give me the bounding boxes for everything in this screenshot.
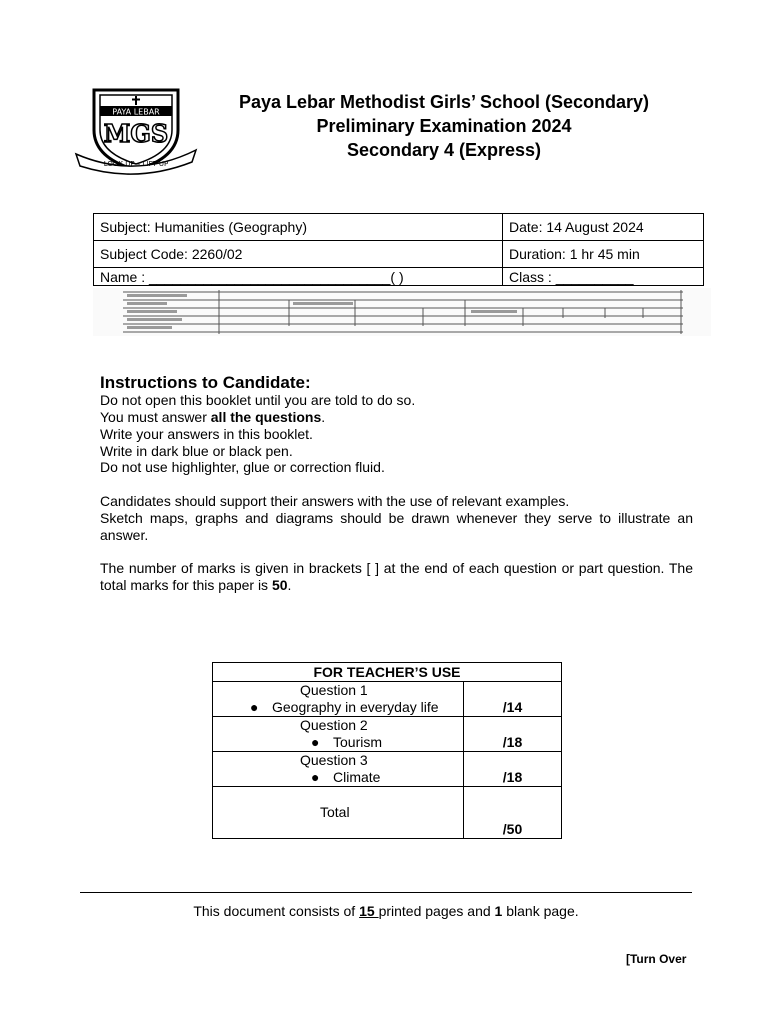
crest-band-text: PAYA LEBAR — [112, 107, 160, 117]
question-name: Question 1 — [300, 682, 368, 698]
question-name: Question 3 — [300, 752, 368, 768]
page-count-note — [80, 903, 692, 919]
total-label: Total — [320, 804, 350, 820]
exam-level: Secondary 4 (Express) — [346, 140, 542, 160]
marks-cell: /18 — [464, 717, 562, 752]
footer-divider — [80, 892, 692, 893]
date-cell: Date: 14 August 2024 — [503, 214, 704, 241]
duration-cell: Duration: 1 hr 45 min — [503, 241, 704, 268]
school-name: Paya Lebar Methodist Girls’ School (Secondary) — [238, 92, 650, 112]
instruction-line: Do not open this booklet until you are told to do so. — [100, 392, 416, 408]
school-crest-logo — [74, 84, 198, 176]
crest-monogram: MGS — [103, 119, 169, 148]
printed-pages-count: 15 — [359, 903, 379, 919]
instruction-emphasis: all the questions — [210, 409, 322, 425]
question-topic — [213, 769, 463, 786]
name-cell[interactable] — [94, 268, 503, 286]
total-cell — [213, 787, 464, 839]
subject-cell: Subject: Humanities (Geography) — [94, 214, 503, 241]
marks-cell: /14 — [464, 682, 562, 717]
instruction-text: The number of marks is given in brackets [ ] at the end of each question or part question. The total marks for this paper is — [100, 560, 693, 593]
teacher-use-table — [212, 662, 562, 839]
marks-cell: /18 — [464, 752, 562, 787]
instruction-text: . — [287, 577, 292, 593]
bullet-icon: ● — [311, 734, 320, 750]
instruction-line: Do not use highlighter, glue or correction fluid. — [100, 459, 385, 475]
exam-title: Preliminary Examination 2024 — [316, 116, 572, 136]
instruction-text: You must answer — [100, 409, 211, 425]
candidate-details-strip — [93, 288, 711, 336]
instruction-text: . — [321, 409, 326, 425]
topic-text: Geography in everyday life — [272, 699, 439, 715]
turn-over-label: [Turn Over — [626, 952, 687, 966]
class-label: Class : — [509, 268, 556, 285]
teacher-table-heading: FOR TEACHER’S USE — [213, 663, 562, 682]
class-cell[interactable] — [503, 268, 704, 286]
instruction-paragraph: Candidates should support their answers with the use of relevant examples. — [100, 493, 570, 509]
question-cell — [213, 717, 464, 752]
class-blank[interactable]: __________ — [555, 268, 634, 285]
question-cell — [213, 682, 464, 717]
total-marks-cell: /50 — [464, 787, 562, 839]
total-marks-emphasis: 50 — [271, 577, 288, 593]
footer-text: blank page. — [502, 903, 579, 919]
footer-text: printed pages and — [378, 903, 495, 919]
instruction-line: Write your answers in this booklet. — [100, 426, 313, 442]
question-name: Question 2 — [300, 717, 368, 733]
footer-text: This document consists of — [193, 903, 360, 919]
subject-code-cell: Subject Code: 2260/02 — [94, 241, 503, 268]
instruction-line — [100, 409, 325, 426]
question-topic — [213, 734, 463, 751]
question-topic — [213, 699, 463, 716]
instruction-line: Write in dark blue or black pen. — [100, 443, 293, 459]
crest-motto: LOOK UP – LIFT UP — [103, 160, 169, 168]
bullet-icon: ● — [311, 769, 320, 785]
topic-text: Tourism — [333, 734, 383, 750]
instruction-paragraph — [100, 560, 693, 594]
instruction-paragraph: Sketch maps, graphs and diagrams should be drawn whenever they serve to illustrate an answer. — [100, 510, 693, 543]
question-cell — [213, 752, 464, 787]
name-label: Name : — [100, 268, 150, 285]
topic-text: Climate — [333, 769, 381, 785]
name-blank[interactable]: _______________________________( ) — [149, 268, 404, 285]
blank-pages-count: 1 — [494, 903, 503, 919]
exam-info-table — [93, 213, 704, 286]
instructions-title: Instructions to Candidate: — [100, 373, 311, 392]
bullet-icon: ● — [250, 699, 259, 715]
